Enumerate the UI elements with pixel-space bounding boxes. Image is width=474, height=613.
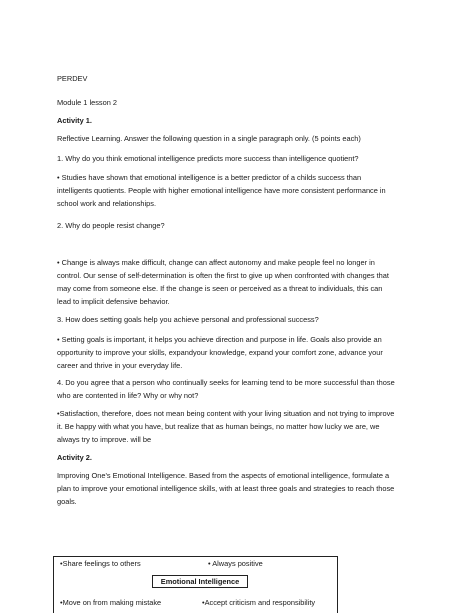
answer-3: • Setting goals is important, it helps you achieve direction and purpose in life. Goals also provide an opportunity to improve your skills, expandyour knowledge, expand your comfort zone, advance your career and thrive in your everyday life. [57,335,383,370]
question-1: 1. Why do you think emotional intelligence predicts more success than intelligence quotient? [57,154,359,163]
activity2-instructions: Improving One's Emotional Intelligence. Based from the aspects of emotional intelligence, formulate a plan to improve your emotional intelligence skills, with at least three goals and strategies to reach those goals. [57,471,395,506]
answer-1: • Studies have shown that emotional intelligence is a better predictor of a childs success than intelligents quotients. People with higher emotional intelligence have more consistent performance in school work and relationships. [57,173,386,208]
subject-title: PERDEV [57,74,88,83]
diagram-item-move-on: •Move on from making mistake [60,598,162,607]
question-4: 4. Do you agree that a person who continually seeks for learning tend to be more successful than those who are contented in life? Why or why not? [57,378,395,400]
answer-4: •Satisfaction, therefore, does not mean being content with your living situation and not trying to improve it. Be happy with what you have, but realize that as human beings, no matter how lucky we are, we always try to improve. will be [57,409,395,444]
diagram-item-accept-criticism: •Accept criticism and responsibility [202,598,316,607]
module-title: Module 1 lesson 2 [57,98,117,107]
activity1-heading: Activity 1. [57,116,92,125]
question-2: 2. Why do people resist change? [57,221,165,230]
diagram-item-share-feelings: •Share feelings to others [60,559,141,568]
question-3: 3. How does setting goals help you achieve personal and professional success? [57,315,319,324]
diagram-center-box: Emotional Intelligence [152,575,248,588]
activity1-instructions: Reflective Learning. Answer the following question in a single paragraph only. (5 points each) [57,134,361,143]
diagram-item-always-positive: • Always positive [208,559,263,568]
answer-2: • Change is always make difficult, change can affect autonomy and make people feel no longer in control. Our sense of self-determination is often the first to give up when confronted with changes that may come from someone else. If the change is seen or perceived as a threat to individuals, this can lead to implicit defensive behavior. [57,258,389,306]
emotional-intelligence-diagram [53,556,338,613]
activity2-heading: Activity 2. [57,453,92,462]
